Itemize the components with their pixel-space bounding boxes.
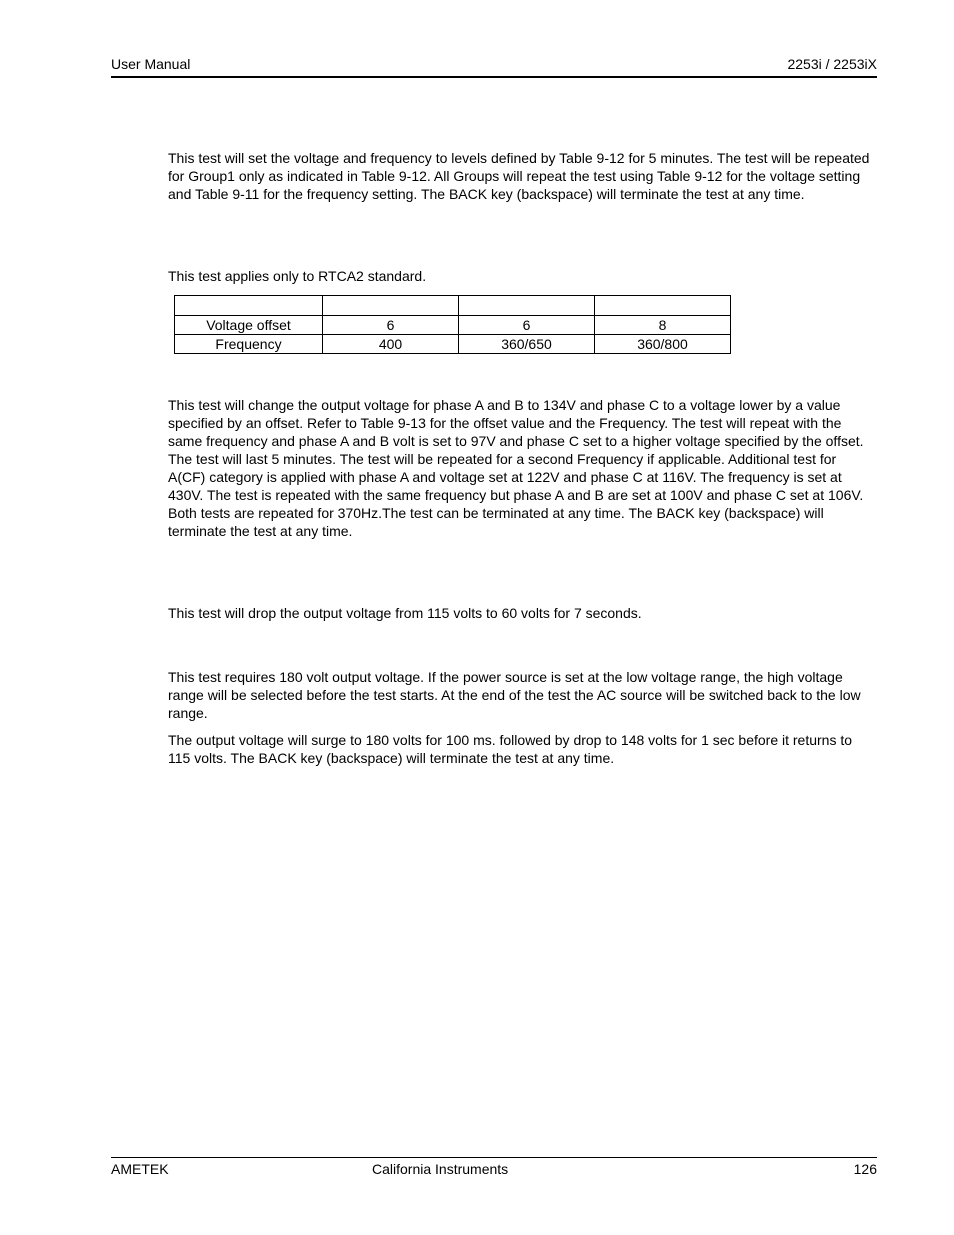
table-cell: 8 [595,316,731,335]
table-cell: 6 [459,316,595,335]
page-number: 126 [853,1161,877,1177]
table-cell: 6 [323,316,459,335]
paragraph-steady-state: This test will set the voltage and frequency to levels defined by Table 9-12 for 5 minutes. The test will be repeated for Group1 only as indicated in Table 9-12. All Groups will repeat the test using Table 9-12 for the voltage setting and Table 9-11 for the frequency setting. The BACK key (backspace) will terminate the test at any time. [168,150,870,202]
paragraph-high-voltage-requirement: This test requires 180 volt output voltage. If the power source is set at the low voltage range, the high voltage range will be selected before the test starts. At the end of the test the AC source will be switched back to the low range. [168,669,861,721]
table-cell: 360/800 [595,335,731,354]
table-header-cell [175,296,323,316]
table-cell: 400 [323,335,459,354]
header-model: 2253i / 2253iX [787,56,877,72]
table-cell: Frequency [175,335,323,354]
paragraph-surge-test: The output voltage will surge to 180 volts for 100 ms. followed by drop to 148 volts for 1 sec before it returns to 115 volts. The BACK key (backspace) will terminate the test at any time. [168,732,853,766]
table-row [175,335,731,354]
table-header-cell [595,296,731,316]
table-cell: Voltage offset [175,316,323,335]
paragraph-phase-voltage-test: This test will change the output voltage for phase A and B to 134V and phase C to a voltage lower by a value specified by an offset. Refer to Table 9-13 for the offset value and the Frequency. The test will repeat with the same frequency and phase A and B volt is set to 97V and phase C set to a higher voltage specified by the offset. The test will last 5 minutes. The test will be repeated for a second Frequency if applicable. Additional test for A(CF) category is applied with phase A and voltage set at 122V and phase C at 116V. The frequency is set at 430V. The test is repeated with the same frequency but phase A and B are set at 100V and phase C set at 106V. Both tests are repeated for 370Hz.The test can be terminated at any time. The BACK key (backspace) will terminate the test at any time. [168,397,864,539]
paragraph-rtca2-note: This test applies only to RTCA2 standard. [168,268,427,284]
offset-frequency-table [174,295,731,354]
header-rule [111,76,877,78]
table-header-cell [459,296,595,316]
footer-rule [111,1157,877,1158]
table-cell: 360/650 [459,335,595,354]
footer-company: AMETEK [111,1161,169,1177]
table-header-cell [323,296,459,316]
paragraph-voltage-drop-test: This test will drop the output voltage from 115 volts to 60 volts for 7 seconds. [168,605,642,621]
table-header-row [175,296,731,316]
header-title: User Manual [111,56,191,72]
footer-division: California Instruments [372,1161,509,1177]
table-row [175,316,731,335]
